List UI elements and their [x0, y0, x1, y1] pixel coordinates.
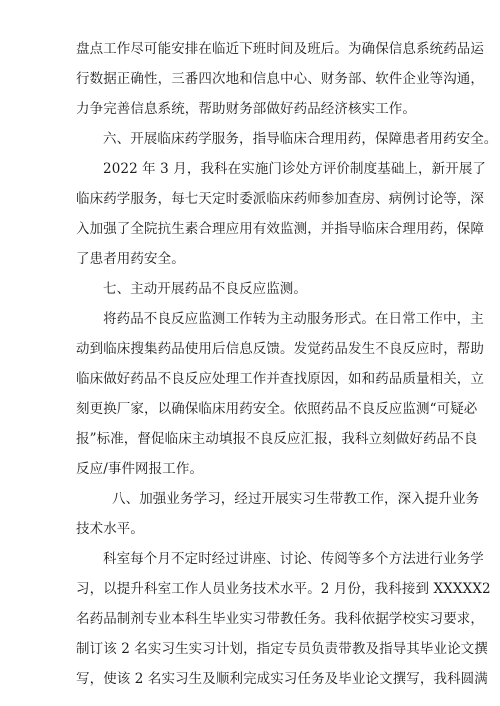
- section-heading: 七、主动开展药品不良反应监测。: [103, 281, 307, 297]
- text-line: 名药品制剂专业本科生毕业实习带教任务。我科依据学校实习要求，: [76, 611, 484, 627]
- text-line: 盘点工作尽可能安排在临近下班时间及班后。为确保信息系统药品运: [76, 41, 484, 57]
- text-line: 力争完善信息系统，帮助财务部做好药品经济核实工作。: [76, 101, 416, 117]
- text-line: 制订该 2 名实习生实习计划，指定专员负责带教及指导其毕业论文撰: [76, 641, 488, 657]
- text-line: 习，以提升科室工作人员业务技术水平。2 月份，我科接到 XXXXX2: [76, 581, 491, 597]
- text-line: 临床做好药品不良反应处理工作并查找原因，如和药品质量相关，立: [76, 371, 484, 387]
- text-line: 行数据正确性，三番四次地和信息中心、财务部、软件企业等沟通，: [76, 71, 484, 87]
- text-line: 动到临床搜集药品使用后信息反馈。发觉药品发生不良反应时，帮助: [76, 341, 484, 357]
- text-line: 了患者用药安全。: [76, 251, 185, 267]
- text-line: 写，使该 2 名实习生及顺利完成实习任务及毕业论文撰写，我科圆满: [76, 671, 488, 687]
- section-heading-continued: 技术水平。: [76, 521, 144, 537]
- text-line: 报”标准，督促临床主动填报不良反应汇报，我科立刻做好药品不良: [76, 431, 478, 447]
- section-heading: 八、加强业务学习，经过开展实习生带教工作，深入提升业务: [112, 491, 480, 507]
- text-line: 反应/事件网报工作。: [76, 461, 204, 477]
- section-heading: 六、开展临床药学服务，指导临床合理用药，保障患者用药安全。: [103, 131, 498, 147]
- text-line: 临床药学服务，每七天定时委派临床药师参加查房、病例讨论等，深: [76, 191, 484, 207]
- text-line: 入加强了全院抗生素合理应用有效监测，并指导临床合理用药，保障: [76, 221, 484, 237]
- text-line: 2022 年 3 月，我科在实施门诊处方评价制度基础上，新开展了: [103, 161, 487, 177]
- text-line: 将药品不良反应监测工作转为主动服务形式。在日常工作中，主: [103, 311, 484, 327]
- text-line: 科室每个月不定时经过讲座、讨论、传阅等多个方法进行业务学: [103, 551, 484, 567]
- text-line: 刻更换厂家，以确保临床用药安全。依照药品不良反应监测“可疑必: [76, 401, 478, 417]
